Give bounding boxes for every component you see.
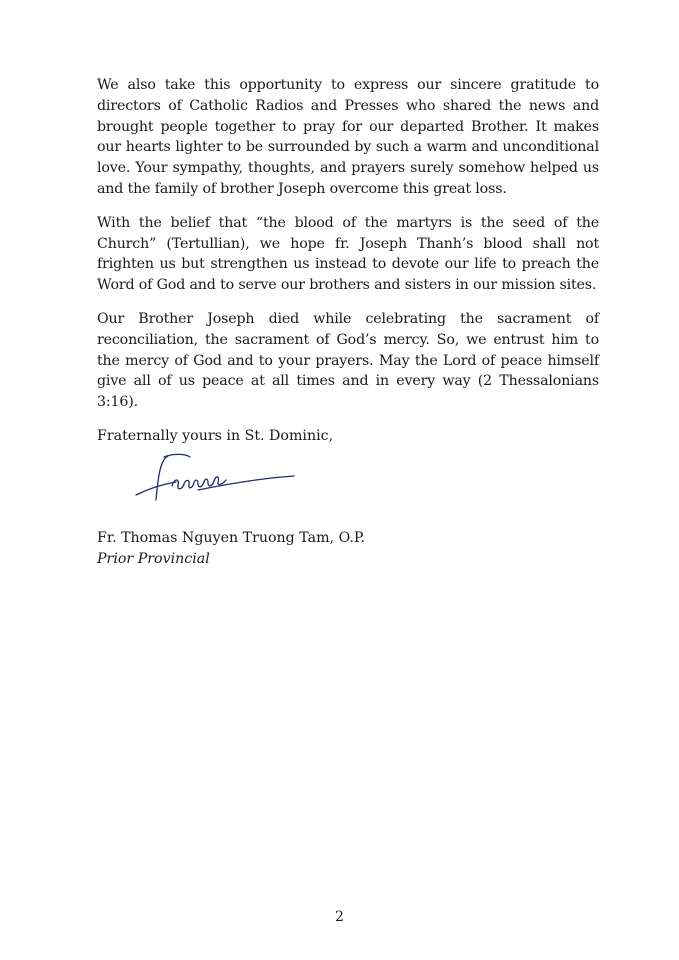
signer-name: Fr. Thomas Nguyen Truong Tam, O.P. xyxy=(97,530,366,546)
signer-title: Prior Provincial xyxy=(97,550,210,567)
handwritten-signature xyxy=(128,448,298,508)
signer-block xyxy=(97,528,365,570)
closing-line: Fraternally yours in St. Dominic, xyxy=(97,427,334,444)
letter-body xyxy=(97,75,599,447)
paragraph-martyrs: With the belief that “the blood of the martyrs is the seed of the Church” (Tertullian), we hope fr. Joseph Thanh’s blood shall not frighten us but strengthen us instead to devote our life to preach the Word of God and to serve our brothers and sisters in our mission sites. xyxy=(97,214,599,294)
page-number: 2 xyxy=(335,909,344,925)
paragraph-reconciliation: Our Brother Joseph died while celebrating the sacrament of reconciliation, the sacrament of God’s mercy. So, we entrust him to the mercy of God and to your prayers. May the Lord of peace himself give all of us peace at all times and in every way (2 Thessalonians 3:16). xyxy=(97,310,599,411)
paragraph-gratitude: We also take this opportunity to express our sincere gratitude to directors of Catholic Radios and Presses who shared the news and brought people together to pray for our departed Brother. It makes our hearts lighter to be surrounded by such a warm and unconditional love. Your sympathy, thoughts, and prayers surely somehow helped us and the family of brother Joseph overcome this great loss. xyxy=(97,77,599,197)
